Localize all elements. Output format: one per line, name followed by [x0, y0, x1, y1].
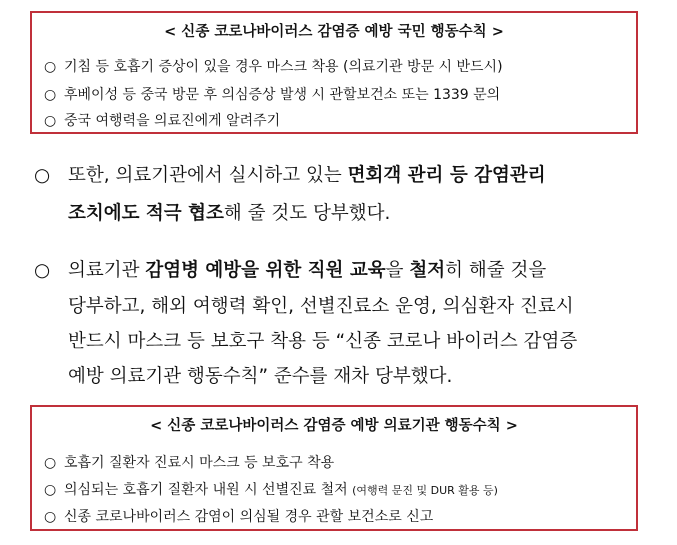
- public-guideline-text: 중국 여행력을 의료진에게 알려주기: [64, 113, 281, 129]
- paragraph-text: 의료기관: [68, 260, 146, 281]
- medical-guideline-item: [44, 452, 630, 472]
- paragraph-bold-text: 감염병 예방을 위한 직원 교육: [145, 260, 386, 281]
- paragraph-2-line-2: [34, 292, 659, 318]
- paragraph-bold-text: 철저: [409, 260, 446, 281]
- medical-guidelines-box: [30, 405, 638, 531]
- paragraph-1-line-2: [34, 199, 659, 225]
- public-guidelines-title: < 신종 코로나바이러스 감염증 예방 국민 행동수칙 >: [164, 24, 504, 40]
- paragraph-bold-text: 조치에도 적극 협조: [68, 203, 224, 224]
- medical-guideline-text: 신종 코로나바이러스 감염이 의심될 경우 관할 보건소로 신고: [64, 509, 434, 525]
- bullet-circle: ○: [34, 260, 51, 281]
- bullet-circle: ○: [44, 482, 57, 498]
- medical-guideline-item: [44, 479, 630, 499]
- public-guideline-text: 기침 등 호흡기 증상이 있을 경우 마스크 착용 (의료기관 방문 시 반드시): [64, 59, 503, 75]
- public-guideline-item: [44, 110, 630, 130]
- paragraph-2-line-3: [34, 327, 659, 353]
- paragraph-2-line-4: [34, 362, 659, 388]
- paragraph-text: 또한, 의료기관에서 실시하고 있는: [68, 165, 348, 186]
- paragraph-text: 해 줄 것도 당부했다.: [223, 203, 391, 224]
- bullet-circle: ○: [44, 87, 57, 103]
- medical-guideline-item: [44, 506, 630, 526]
- paragraph-text: 히 해줄 것을: [445, 260, 547, 281]
- paragraph-text: 예방 의료기관 행동수칙” 준수를 재차 당부했다.: [68, 366, 453, 387]
- public-guidelines-box: [30, 11, 638, 134]
- bullet-circle: ○: [44, 455, 57, 471]
- paragraph-text: 을: [385, 260, 410, 281]
- medical-guidelines-title: < 신종 코로나바이러스 감염증 예방 의료기관 행동수칙 >: [150, 418, 518, 434]
- bullet-circle: ○: [44, 59, 57, 75]
- paragraph-2-line-1: [34, 256, 659, 282]
- public-guideline-text: 후베이성 등 중국 방문 후 의심증상 발생 시 관할보건소 또는 1339 문의: [64, 87, 501, 103]
- paragraph-1-line-1: [34, 161, 659, 187]
- paragraph-bold-text: 면회객 관리 등 감염관리: [347, 165, 546, 186]
- bullet-circle: ○: [44, 113, 57, 129]
- public-guideline-item: [44, 84, 630, 104]
- medical-guideline-note: (여행력 문진 및 DUR 활용 등): [352, 484, 498, 497]
- public-guideline-item: [44, 56, 630, 76]
- paragraph-text: 반드시 마스크 등 보호구 착용 등 “신종 코로나 바이러스 감염증: [68, 331, 578, 352]
- medical-guideline-text: 의심되는 호흡기 질환자 내원 시 선별진료 철저: [64, 482, 348, 498]
- bullet-circle: ○: [34, 165, 51, 186]
- medical-guideline-text: 호흡기 질환자 진료시 마스크 등 보호구 착용: [64, 455, 335, 471]
- bullet-circle: ○: [44, 509, 57, 525]
- paragraph-text: 당부하고, 해외 여행력 확인, 선별진료소 운영, 의심환자 진료시: [68, 296, 574, 317]
